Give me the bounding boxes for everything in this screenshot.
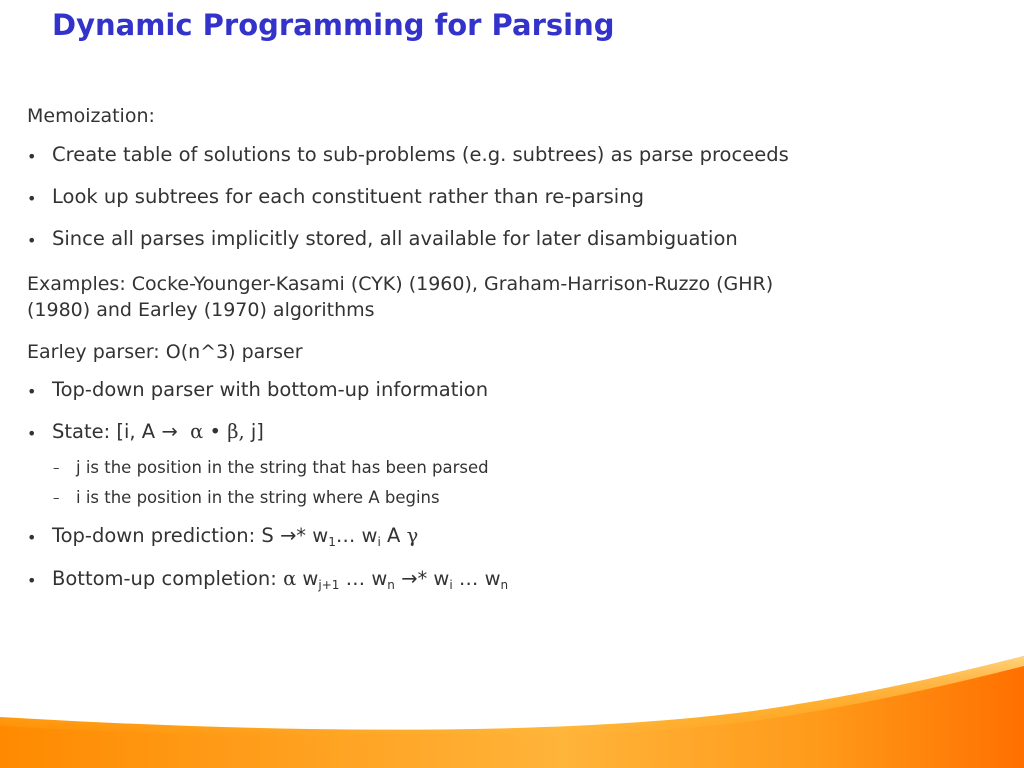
state-prefix: State: [i, A bbox=[52, 420, 162, 443]
subscript-n: n bbox=[387, 578, 395, 592]
dash-icon: – bbox=[53, 461, 60, 476]
subscript-1: 1 bbox=[328, 535, 336, 549]
examples-line-1: Examples: Cocke-Younger-Kasami (CYK) (1960), Graham-Harrison-Ruzzo (GHR) bbox=[27, 273, 774, 295]
completion-w1: w bbox=[296, 567, 319, 590]
subscript-j1: j+1 bbox=[318, 578, 340, 592]
completion-prefix: Bottom-up completion: bbox=[52, 567, 284, 590]
completion-ellipsis-1: … w bbox=[339, 567, 388, 590]
bullet-icon: • bbox=[27, 571, 37, 590]
memoization-heading: Memoization: bbox=[27, 105, 155, 127]
prediction-ellipsis: … w bbox=[335, 524, 378, 547]
bullet-icon: • bbox=[27, 424, 37, 443]
completion-w2: * w bbox=[417, 567, 450, 590]
arrow-icon: → bbox=[161, 420, 178, 443]
examples-line-2: (1980) and Earley (1970) algorithms bbox=[27, 299, 375, 321]
prediction-bullet bbox=[52, 524, 418, 547]
memo-bullet-2: Look up subtrees for each constituent rather than re-parsing bbox=[52, 185, 644, 208]
subscript-n: n bbox=[500, 578, 509, 592]
bullet-icon: • bbox=[27, 382, 37, 401]
footer-swoosh-main bbox=[0, 656, 1024, 768]
bullet-icon: • bbox=[27, 147, 37, 166]
completion-bullet bbox=[52, 567, 508, 590]
beta-symbol: β, bbox=[227, 420, 245, 443]
state-suffix: j] bbox=[244, 420, 264, 443]
prediction-a: A bbox=[380, 524, 407, 547]
memo-bullet-1: Create table of solutions to sub-problems (e.g. subtrees) as parse proceeds bbox=[52, 143, 789, 166]
state-bullet bbox=[52, 420, 264, 443]
earley-bullet-1: Top-down parser with bottom-up information bbox=[52, 378, 489, 401]
arrow-icon: → bbox=[279, 524, 297, 547]
prediction-w: * w bbox=[296, 524, 329, 547]
footer-swoosh bbox=[0, 640, 1024, 768]
subscript-i: i bbox=[449, 578, 453, 592]
state-sub-2: i is the position in the string where A begins bbox=[76, 488, 440, 507]
bullet-icon: • bbox=[27, 189, 37, 208]
memo-bullet-3: Since all parses implicitly stored, all available for later disambiguation bbox=[52, 227, 738, 250]
state-sub-1: j is the position in the string that has been parsed bbox=[76, 458, 489, 477]
bullet-icon: • bbox=[27, 528, 37, 547]
dash-icon: – bbox=[53, 491, 60, 506]
completion-ellipsis-2: … w bbox=[452, 567, 501, 590]
bullet-icon: • bbox=[27, 231, 37, 250]
dot-symbol: • bbox=[209, 420, 221, 443]
earley-heading: Earley parser: O(n^3) parser bbox=[27, 341, 303, 363]
alpha-symbol: α bbox=[190, 420, 204, 443]
arrow-icon: → bbox=[394, 567, 418, 590]
slide-title: Dynamic Programming for Parsing bbox=[52, 8, 615, 42]
subscript-i: i bbox=[377, 535, 381, 549]
prediction-prefix: Top-down prediction: S bbox=[52, 524, 280, 547]
alpha-symbol: α bbox=[283, 567, 297, 590]
gamma-symbol: γ bbox=[406, 524, 419, 547]
